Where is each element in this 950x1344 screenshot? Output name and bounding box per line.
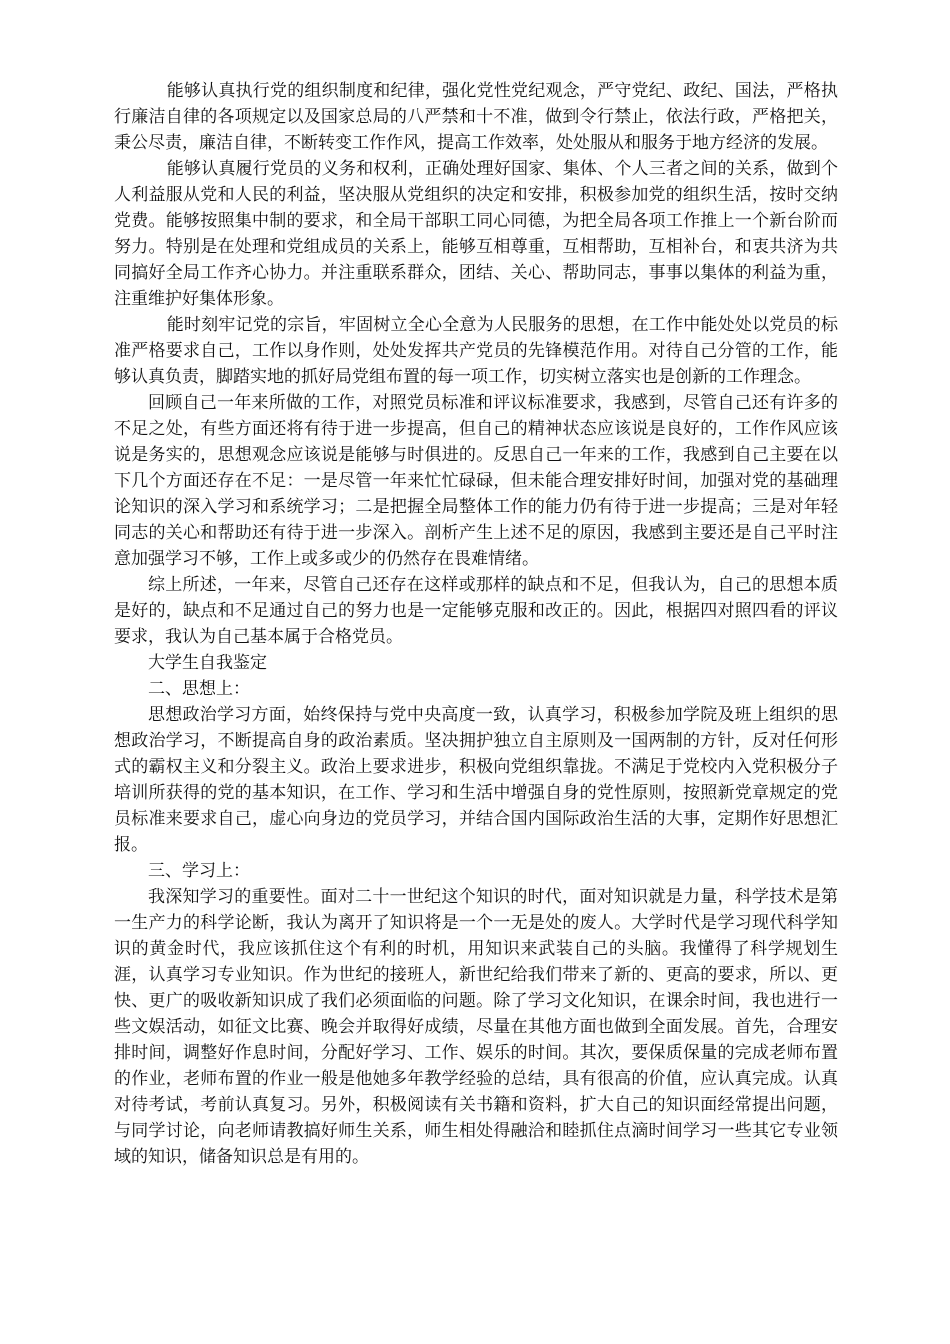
paragraph-party-discipline: 能够认真执行党的组织制度和纪律，强化党性党纪观念，严守党纪、政纪、国法，严格执行廉洁自律的各项规定以及国家总局的八严禁和十不准，做到令行禁止，依法行政，严格把关，秉公尽责，廉洁自律，不断转变工作作风，提高工作效率，处处服从和服务于地方经济的发展。 — [114, 81, 838, 153]
paragraph-party-purpose: 能时刻牢记党的宗旨，牢固树立全心全意为人民服务的思想，在工作中能处处以党员的标准严格要求自己，工作以身作则，处处发挥共产党员的先锋模范作用。对待自己分管的工作，能够认真负责，脚踏实地的抓好局党组布置的每一项工作，切实树立落实也是创新的工作理念。 — [114, 315, 838, 387]
section-heading-ideology: 二、思想上： — [148, 679, 250, 699]
document-body — [114, 78, 838, 1170]
paragraph-year-review: 回顾自己一年来所做的工作，对照党员标准和评议标准要求，我感到，尽管自己还有许多的不足之处，有些方面还将有待于进一步提高，但自己的精神状态应该说是良好的，工作作风应该说是务实的，思想观念应该说是能够与时俱进的。反思自己一年来的工作，我感到自己主要在以下几个方面还存在不足：一是尽管一年来忙忙碌碌，但未能合理安排好时间，加强对党的基础理论知识的深入学习和系统学习；二是把握全局整体工作的能力仍有待于进一步提高；三是对年轻同志的关心和帮助还有待于进一步深入。剖析产生上述不足的原因，我感到主要还是自己平时注意加强学习不够，工作上或多或少的仍然存在畏难情绪。 — [114, 393, 838, 569]
paragraph-member-duties: 能够认真履行党员的义务和权利，正确处理好国家、集体、个人三者之间的关系，做到个人利益服从党和人民的利益，坚决服从党组织的决定和安排，积极参加党的组织生活，按时交纳党费。能够按照集中制的要求，和全局干部职工同心同德，为把全局各项工作推上一个新台阶而努力。特别是在处理和党组成员的关系上，能够互相尊重，互相帮助，互相补台，和衷共济为共同搞好全局工作齐心协力。并注重联系群众，团结、关心、帮助同志，事事以集体的利益为重，注重维护好集体形象。 — [114, 159, 838, 309]
paragraph-political-study: 思想政治学习方面，始终保持与党中央高度一致，认真学习，积极参加学院及班上组织的思想政治学习，不断提高自身的政治素质。坚决拥护独立自主原则及一国两制的方针，反对任何形式的霸权主义和分裂主义。政治上要求进步，积极向党组织靠拢。不满足于党校内入党积极分子培训所获得的党的基本知识，在工作、学习和生活中增强自身的党性原则，按照新党章规定的党员标准来要求自己，虚心向身边的党员学习，并结合国内国际政治生活的大事，定期作好思想汇报。 — [114, 705, 838, 855]
section-heading-study: 三、学习上： — [148, 861, 250, 881]
section-title-self-assessment: 大学生自我鉴定 — [148, 653, 267, 673]
paragraph-study-importance: 我深知学习的重要性。面对二十一世纪这个知识的时代，面对知识就是力量，科学技术是第一生产力的科学论断，我认为离开了知识将是一个一无是处的废人。大学时代是学习现代科学知识的黄金时代，我应该抓住这个有利的时机，用知识来武装自己的头脑。我懂得了科学规划生涯，认真学习专业知识。作为世纪的接班人，新世纪给我们带来了新的、更高的要求，所以、更快、更广的吸收新知识成了我们必须面临的问题。除了学习文化知识，在课余时间，我也进行一些文娱活动，如征文比赛、晚会并取得好成绩，尽量在其他方面也做到全面发展。首先，合理安排时间，调整好作息时间，分配好学习、工作、娱乐的时间。其次，要保质保量的完成老师布置的作业，老师布置的作业一般是他她多年教学经验的总结，具有很高的价值，应认真完成。认真对待考试，考前认真复习。另外，积极阅读有关书籍和资料，扩大自己的知识面经常提出问题，与同学讨论，向老师请教搞好师生关系，师生相处得融洽和睦抓住点滴时间学习一些其它专业领域的知识，储备知识总是有用的。 — [114, 887, 838, 1167]
paragraph-conclusion: 综上所述，一年来，尽管自己还存在这样或那样的缺点和不足，但我认为，自己的思想本质是好的，缺点和不足通过自己的努力也是一定能够克服和改正的。因此，根据四对照四看的评议要求，我认为自己基本属于合格党员。 — [114, 575, 838, 647]
